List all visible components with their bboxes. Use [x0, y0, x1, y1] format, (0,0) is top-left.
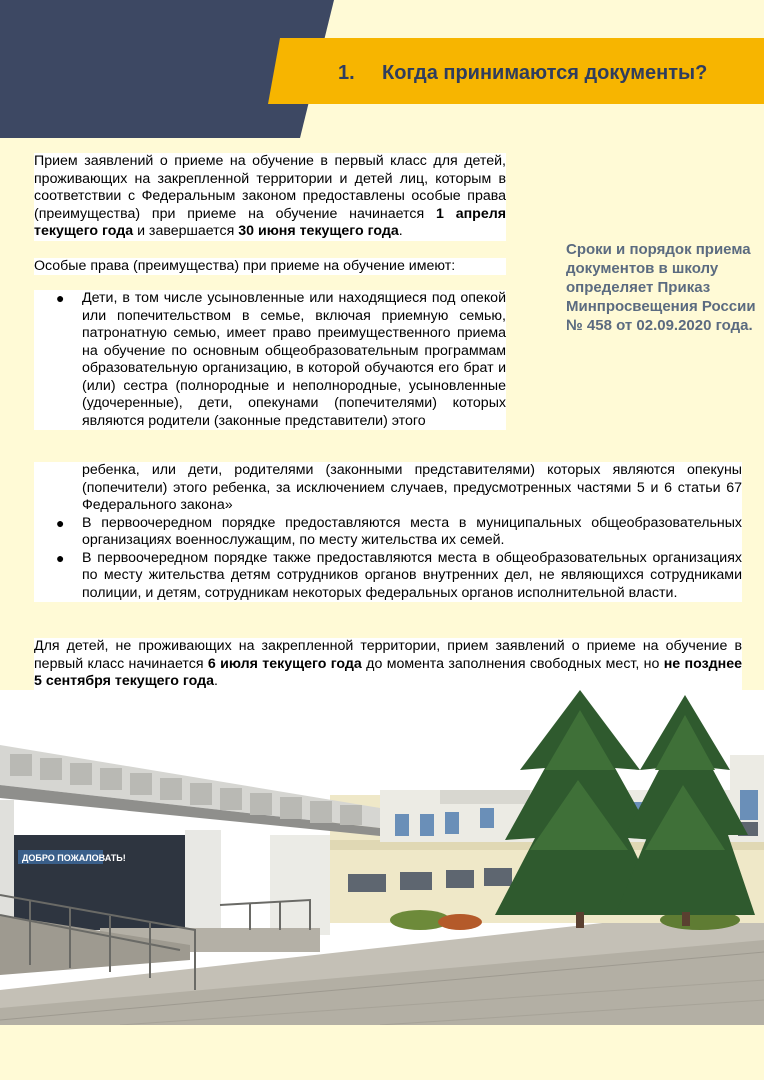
bullet-icon: ● [56, 549, 65, 566]
list-item-1-text: Дети, в том числе усыновленные или находящиеся под опекой или попечительством в семье, включая приемную семью, патронатную семью, имеет право преимущественного приема на обучение по основным общеобразовательным программам образовательную организацию, в которой обучаются его брат и (или) сестра (полнородные и неполнородные, усыновленные (удочеренные), дети, опекунами (попечителями) которых являются родители (законные представители) этого [82, 290, 506, 429]
privilege-list-top [34, 290, 506, 430]
intro-paragraph-2: Особые права (преимущества) при приеме на обучение имеют: [34, 258, 506, 276]
date-april: 1 апреля текущего года [34, 205, 506, 239]
intro-p1-end: . [398, 223, 403, 239]
list-item [34, 550, 742, 603]
welcome-sign: ДОБРО ПОЖАЛОВАТЬ! [22, 853, 126, 863]
bottom-end: . [214, 673, 218, 689]
side-note: Сроки и порядок приема документов в школу определяет Приказ Минпросвещения России № 458 от 02.09.2020 года. [566, 241, 756, 334]
list-item [34, 462, 742, 515]
intro-p1-start: Прием заявлений о приеме на обучение в первый класс для детей, проживающих на закрепленной территории и детей лиц, которым в соответствии с Федеральным законом предоставлены особые права (преимущества) при приеме на обучение начинается [34, 153, 506, 222]
list-item [34, 290, 506, 430]
date-september: не позднее 5 сентября текущего года [34, 655, 742, 689]
date-june: 30 июня текущего года [238, 223, 399, 239]
privilege-list-bottom [34, 462, 742, 602]
school-building-photo [0, 690, 764, 1025]
school-photo-illustration [0, 690, 764, 1025]
bottom-mid: до момента заполнения свободных мест, но [361, 655, 664, 672]
intro-p1-mid: и завершается [133, 223, 239, 239]
bullet-icon: ● [56, 290, 65, 306]
intro-paragraph-1 [34, 153, 506, 241]
bottom-start: Для детей, не проживающих на закрепленной территории, прием заявлений о приеме на обучение в первый класс начинается [34, 638, 742, 672]
title-text: Когда принимаются документы? [382, 62, 708, 84]
list-item-3-text: В первоочередном порядке также предоставляются места в общеобразовательных организациях по месту жительства детям сотрудников органов внутренних дел, не являющихся сотрудниками полиции, и детям, сотрудникам некоторых федеральных органов исполнительной власти. [82, 549, 742, 601]
intro-text [34, 153, 506, 292]
bullet-icon: ● [56, 514, 65, 531]
page-title [338, 62, 707, 85]
title-number: 1. [338, 62, 355, 84]
list-item-1-continued: ребенка, или дети, родителями (законными представителями) которых являются опекуны (попечители) этого ребенка, за исключением случаев, предусмотренных частями 5 и 6 статьи 67 Федерального закона» [82, 462, 742, 513]
date-july: 6 июля текущего года [207, 655, 362, 672]
list-item-2-text: В первоочередном порядке предоставляются места в муниципальных общеобразовательных организациях военнослужащим, по месту жительства их семей. [82, 514, 742, 548]
non-resident-paragraph [34, 638, 742, 691]
list-item [34, 515, 742, 550]
